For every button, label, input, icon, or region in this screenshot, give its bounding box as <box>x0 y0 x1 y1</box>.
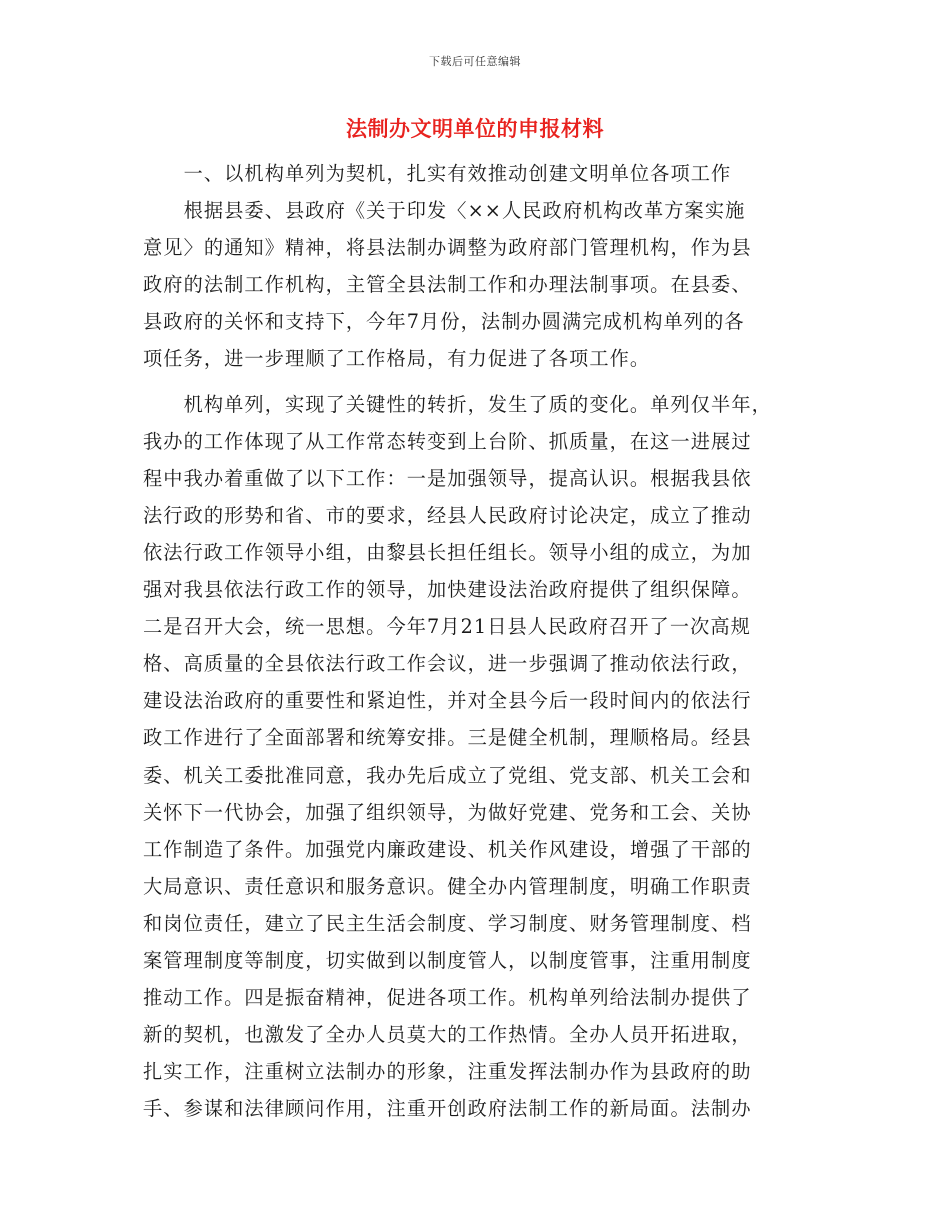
body-line: 程中我办着重做了以下工作：一是加强领导，提高认识。根据我县依 <box>143 466 752 490</box>
body-line: 委、机关工委批准同意，我办先后成立了党组、党支部、机关工会和 <box>143 763 752 787</box>
body-line: 强对我县依法行政工作的领导，加快建设法治政府提供了组织保障。 <box>143 578 752 602</box>
body-line: 手、参谋和法律顾问作用，注重开创政府法制工作的新局面。法制办 <box>143 1097 752 1121</box>
body-line: 我办的工作体现了从工作常态转变到上台阶、抓质量，在这一进展过 <box>143 429 752 453</box>
body-line: 和岗位责任，建立了民主生活会制度、学习制度、财务管理制度、档 <box>143 911 752 935</box>
body-line: 一、以机构单列为契机，扎实有效推动创建文明单位各项工作 <box>143 162 732 185</box>
paragraph-gap <box>143 378 807 386</box>
body-line: 政府的法制工作机构，主管全县法制工作和办理法制事项。在县委、 <box>143 273 752 297</box>
body-line: 建设法治政府的重要性和紧迫性，并对全县今后一段时间内的依法行 <box>143 689 752 713</box>
body-line: 法行政的形势和省、市的要求，经县人民政府讨论决定，成立了推动 <box>143 503 752 527</box>
body-line: 推动工作。四是振奋精神，促进各项工作。机构单列给法制办提供了 <box>143 986 752 1010</box>
body-line: 依法行政工作领导小组，由黎县长担任组长。领导小组的成立，为加 <box>143 540 752 564</box>
body-line: 大局意识、责任意识和服务意识。健全办内管理制度，明确工作职责 <box>143 874 752 898</box>
body-line: 二是召开大会，统一思想。今年7月21日县人民政府召开了一次高规 <box>143 615 751 639</box>
body-line: 新的契机，也激发了全办人员莫大的工作热情。全办人员开拓进取， <box>143 1023 752 1047</box>
body-line: 工作制造了条件。加强党内廉政建设、机关作风建设，增强了干部的 <box>143 837 752 861</box>
body-line: 政工作进行了全面部署和统筹安排。三是健全机制，理顺格局。经县 <box>143 726 752 750</box>
body-line: 扎实工作，注重树立法制办的形象，注重发挥法制办作为县政府的助 <box>143 1060 752 1084</box>
body-line: 案管理制度等制度，切实做到以制度管人，以制度管事，注重用制度 <box>143 948 752 972</box>
body-line: 项任务，进一步理顺了工作格局，有力促进了各项工作。 <box>143 347 651 371</box>
body-line: 意见〉的通知》精神，将县法制办调整为政府部门管理机构，作为县 <box>143 236 752 260</box>
page-header-note: 下载后可任意编辑 <box>429 55 521 68</box>
body-line: 格、高质量的全县依法行政工作会议，进一步强调了推动依法行政， <box>143 652 752 676</box>
body-line: 关怀下一代协会，加强了组织领导，为做好党建、党务和工会、关协 <box>143 800 752 824</box>
body-line: 机构单列，实现了关键性的转折，发生了质的变化。单列仅半年， <box>143 392 772 416</box>
document-body <box>143 155 807 1127</box>
body-line: 根据县委、县政府《关于印发〈××人民政府机构改革方案实施 <box>143 199 746 223</box>
body-line: 县政府的关怀和支持下，今年7月份，法制办圆满完成机构单列的各 <box>143 310 745 334</box>
document-title: 法制办文明单位的申报材料 <box>346 116 604 141</box>
